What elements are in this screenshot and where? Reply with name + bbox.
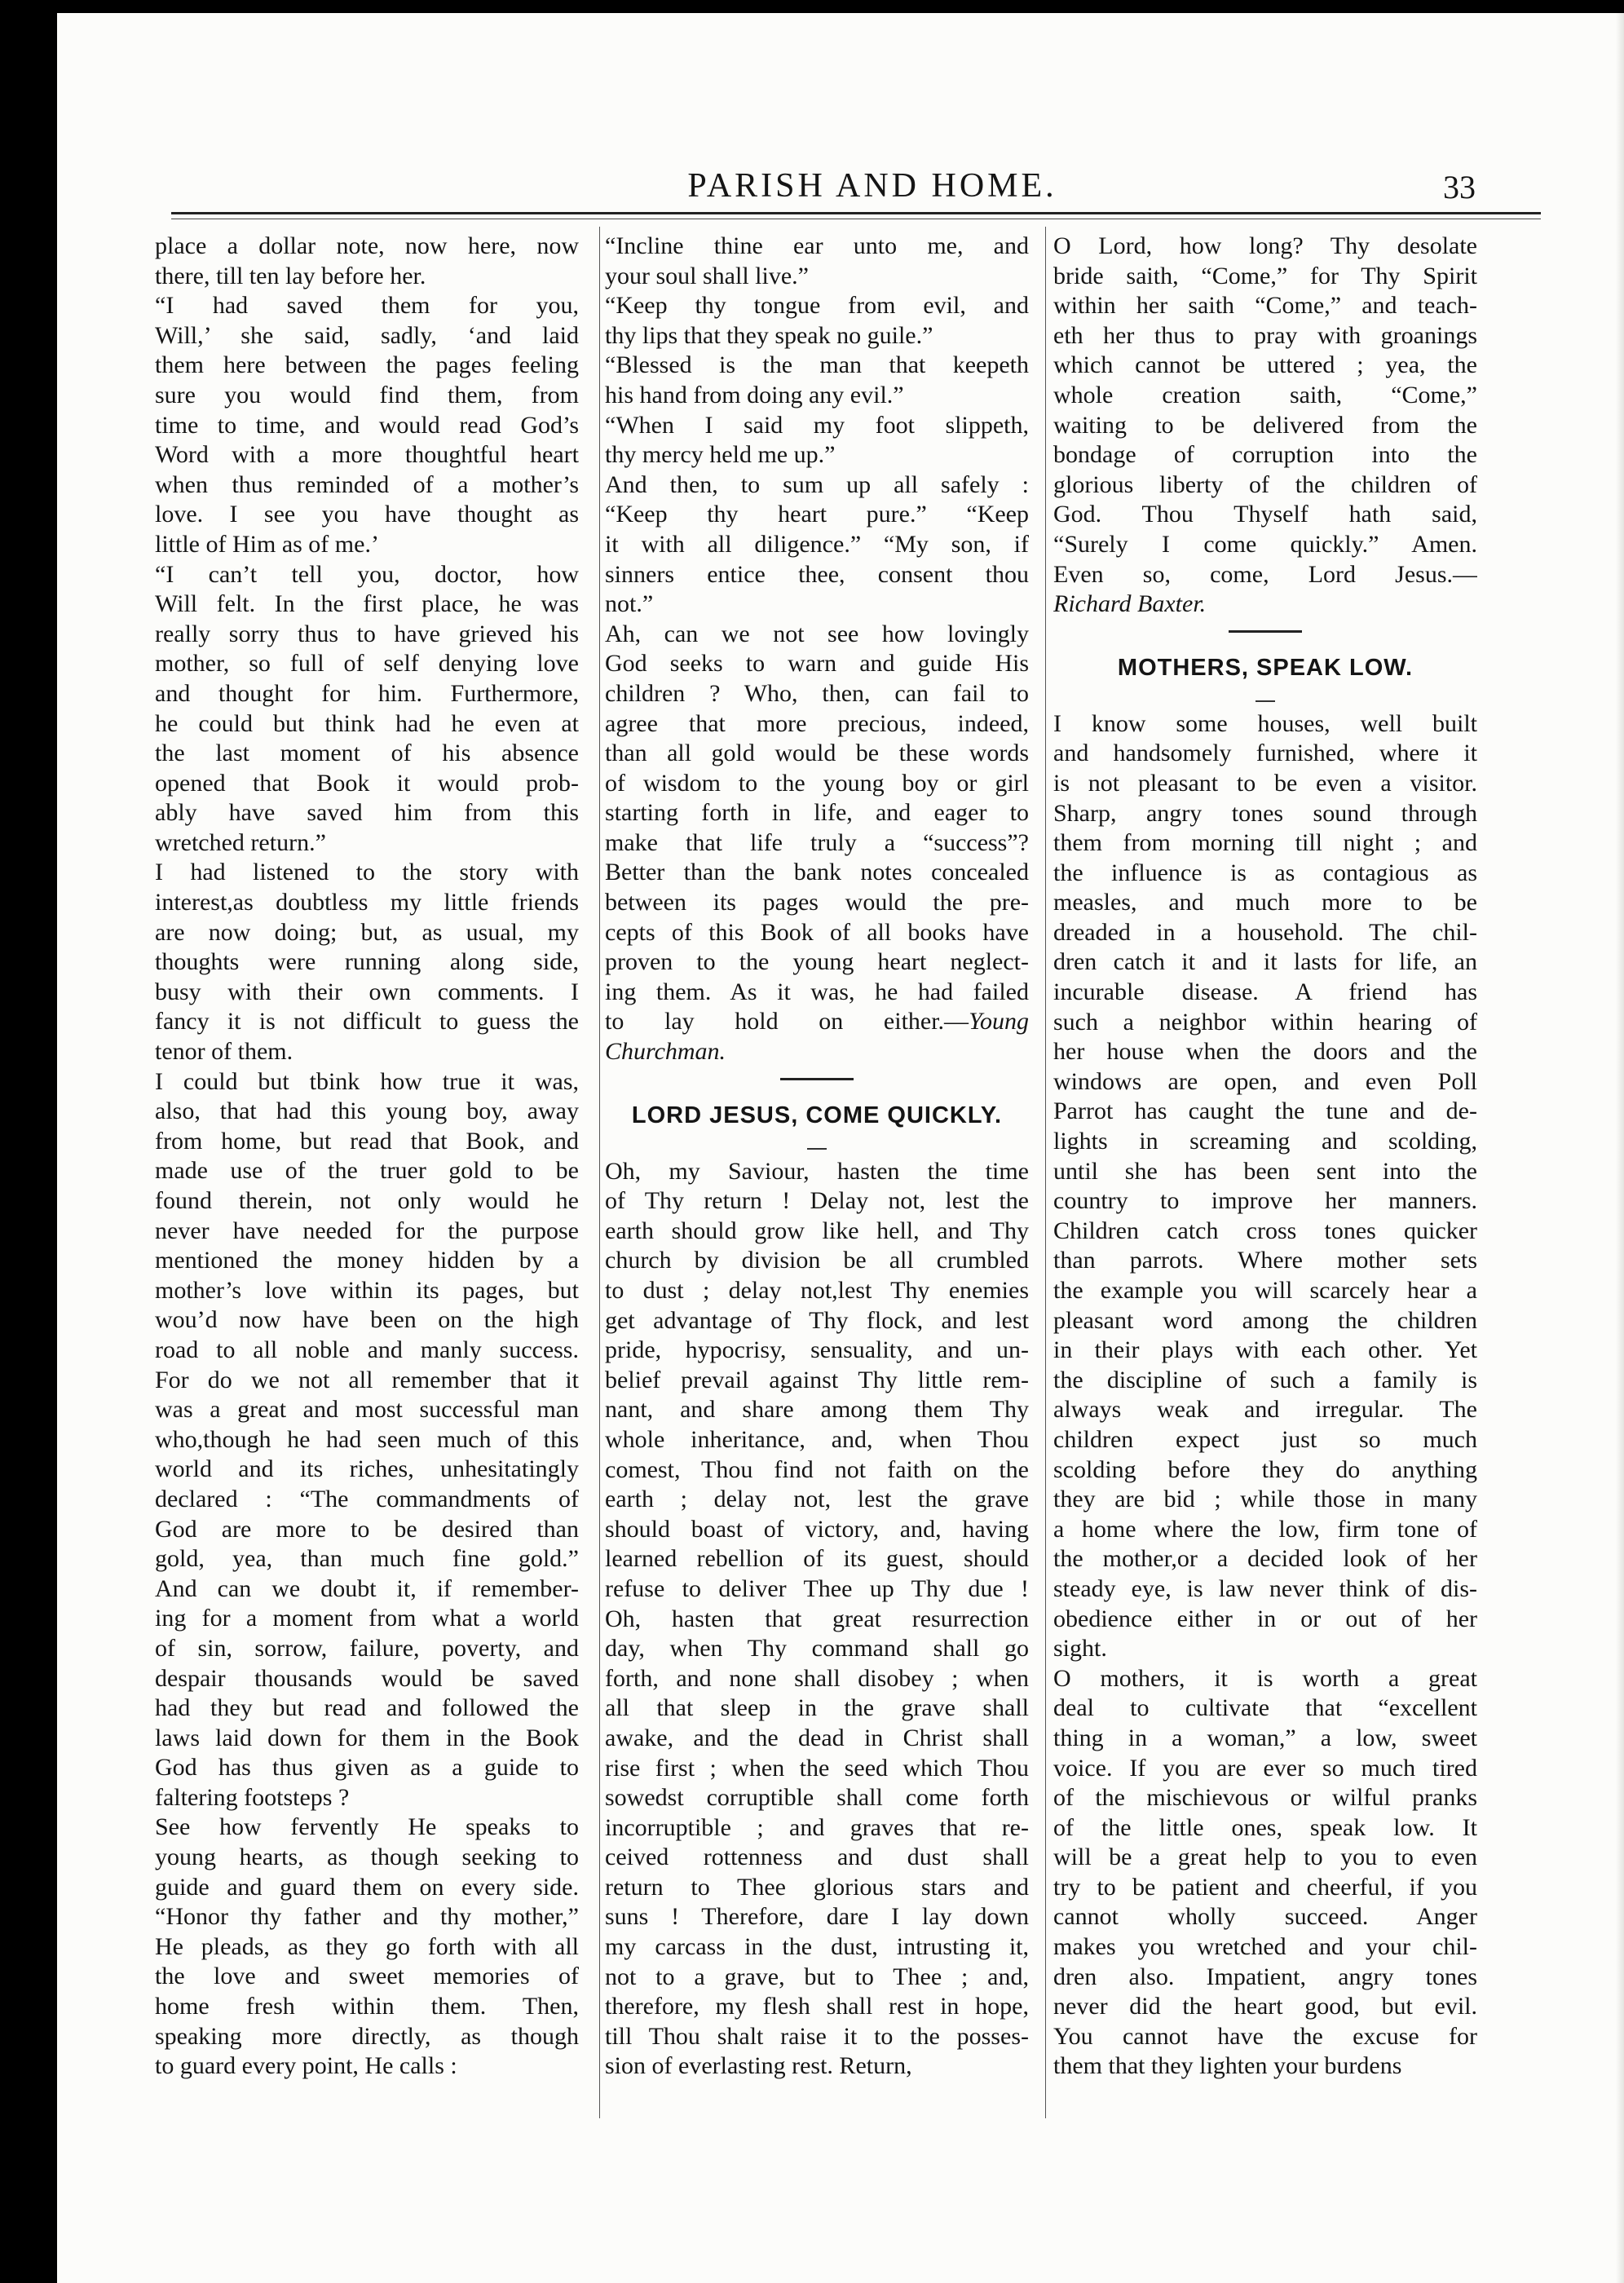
text-column-right	[1053, 232, 1477, 2082]
text-line: between its pages would the pre-	[605, 889, 1029, 916]
text-line: never have needed for the purpose	[155, 1217, 579, 1244]
text-line: are now doing; but, as usual, my	[155, 918, 579, 946]
paragraph	[605, 232, 1029, 291]
text-line: should boast of victory, and, having	[605, 1515, 1029, 1543]
paragraph	[155, 1813, 579, 2081]
text-line: incorruptible ; and graves that re-	[605, 1813, 1029, 1841]
text-line: them from morning till night ; and	[1053, 829, 1477, 857]
text-line: will be a great help to you to even	[1053, 1844, 1477, 1871]
text-line: For do we not all remember that it	[155, 1366, 579, 1393]
text-line: whole creation saith, “Come,”	[1053, 381, 1477, 408]
text-line: God seeks to warn and guide His	[605, 650, 1029, 678]
text-line: them that they lighten your burdens	[1053, 2052, 1402, 2080]
text-line: dren also. Impatient, angry tones	[1053, 1963, 1477, 1990]
heading-dash	[605, 1141, 1029, 1157]
text-line: glorious liberty of the children of	[1053, 470, 1477, 498]
text-line: Ah, can we not see how lovingly	[605, 620, 1029, 647]
attribution: Young	[969, 1008, 1029, 1036]
text-line: dren catch it and it lasts for life, an	[1053, 948, 1477, 976]
paragraph	[605, 620, 1029, 1067]
text-line: sure you would find them, from	[155, 381, 579, 408]
text-line: sight.	[1053, 1635, 1107, 1663]
text-line: country to improve her manners.	[1053, 1187, 1477, 1215]
text-line: try to be patient and cheerful, if you	[1053, 1873, 1477, 1901]
text-line: of the little ones, speak low. It	[1053, 1813, 1477, 1841]
text-line: of sin, sorrow, failure, poverty, and	[155, 1634, 579, 1662]
column-divider	[1045, 227, 1046, 2118]
text-line: laws laid down for them in the Book	[155, 1724, 579, 1751]
text-line: measles, and much more to be	[1053, 889, 1477, 916]
text-line: the influence is as contagious as	[1053, 859, 1477, 886]
text-line: learned rebellion of its guest, should	[605, 1545, 1029, 1573]
text-line: dreaded in a household. The chil-	[1053, 918, 1477, 946]
text-line: eth her thus to pray with groanings	[1053, 321, 1477, 349]
text-line: faltering footsteps ?	[155, 1783, 350, 1811]
text-column-middle	[605, 232, 1029, 2082]
text-line: forth, and none shall disobey ; when	[605, 1664, 1029, 1692]
text-line: thy lips that they speak no guile.”	[605, 321, 933, 349]
text-line: love. I see you have thought as	[155, 501, 579, 528]
text-line: comest, Thou find not faith on the	[605, 1455, 1029, 1483]
paragraph	[1053, 1664, 1477, 2082]
text-line: from home, but read that Book, and	[155, 1127, 579, 1155]
text-line: place a dollar note, now here, now	[155, 232, 579, 259]
paragraph	[1053, 709, 1477, 1664]
section-heading: MOTHERS, SPEAK LOW.	[1117, 654, 1414, 681]
text-line: he could but think had he even at	[155, 709, 579, 737]
attribution: Richard Baxter.	[1053, 590, 1207, 618]
text-line: mother’s love within its pages, but	[155, 1276, 579, 1304]
text-line: of Thy return ! Delay not, lest the	[605, 1187, 1029, 1215]
paragraph	[605, 291, 1029, 351]
text-line: Will felt. In the first place, he was	[155, 590, 579, 618]
text-line: windows are open, and even Poll	[1053, 1067, 1477, 1095]
text-line: I know some houses, well built	[1053, 709, 1477, 737]
text-line: little of Him as of me.’	[155, 530, 379, 558]
page-number: 33	[1443, 169, 1476, 205]
text-line: bondage of corruption into the	[1053, 441, 1477, 469]
text-line: sinners entice thee, consent thou	[605, 560, 1029, 588]
text-line: opened that Book it would prob-	[155, 769, 579, 797]
text-line: I could but tbink how true it was,	[155, 1067, 579, 1095]
text-line: thy mercy held me up.”	[605, 441, 836, 469]
text-line: pleasant word among the children	[1053, 1306, 1477, 1334]
text-line: rise first ; when the seed which Thou	[605, 1754, 1029, 1782]
text-line: sion of everlasting rest. Return,	[605, 2052, 912, 2080]
text-line: not.”	[605, 590, 654, 618]
text-line: found therein, not only would he	[155, 1187, 579, 1214]
text-line: there, till ten lay before her.	[155, 262, 426, 289]
text-line: waiting to be delivered from the	[1053, 411, 1477, 439]
attribution: Churchman.	[605, 1038, 726, 1066]
text-line: lights in screaming and scolding,	[1053, 1128, 1477, 1155]
text-line: within her saith “Come,” and teach-	[1053, 292, 1477, 320]
text-line: children expect just so much	[1053, 1425, 1477, 1453]
text-line: bride saith, “Come,” for Thy Spirit	[1053, 262, 1477, 289]
text-line: your soul shall live.”	[605, 262, 809, 289]
text-line: therefore, my flesh shall rest in hope,	[605, 1993, 1029, 2020]
text-line: cannot wholly succeed. Anger	[1053, 1903, 1477, 1931]
text-line: till Thou shalt raise it to the posses-	[605, 2022, 1029, 2050]
text-line: “I can’t tell you, doctor, how	[155, 560, 579, 588]
paragraph	[605, 470, 1029, 620]
paragraph	[605, 1157, 1029, 2082]
text-line: “Keep thy heart pure.” “Keep	[605, 501, 1029, 528]
text-line: get advantage of Thy flock, and lest	[605, 1306, 1029, 1334]
text-line: they are bid ; while those in many	[1053, 1486, 1477, 1513]
text-line: starting forth in life, and eager to	[605, 799, 1029, 827]
text-line: obedience either in or out of her	[1053, 1605, 1477, 1632]
text-line: is not pleasant to be even a visitor.	[1053, 769, 1477, 797]
text-line: the example you will scarcely hear a	[1053, 1277, 1477, 1304]
text-line: it with all diligence.” “My son, if	[605, 530, 1029, 558]
section-separator	[605, 1067, 1029, 1090]
text-line: “Honor thy father and thy mother,”	[155, 1903, 579, 1931]
section-heading: LORD JESUS, COME QUICKLY.	[631, 1102, 1003, 1128]
attribution-line	[1053, 590, 1477, 620]
text-line: Oh, hasten that great resurrection	[605, 1605, 1029, 1632]
text-line: scolding before they do anything	[1053, 1455, 1477, 1483]
text-line: never did the heart good, but evil.	[1053, 1993, 1477, 2020]
line-text: to lay hold on either.—	[605, 1008, 969, 1036]
paragraph	[605, 411, 1029, 470]
text-line: thing in a woman,” a low, sweet	[1053, 1724, 1477, 1751]
text-line: He pleads, as they go forth with all	[155, 1932, 579, 1960]
paragraph	[155, 858, 579, 1066]
text-line: proven to the young heart neglect-	[605, 948, 1029, 976]
text-line: mentioned the money hidden by a	[155, 1247, 579, 1274]
text-line: mother, so full of self denying love	[155, 650, 579, 678]
text-line: had they but read and followed the	[155, 1694, 579, 1722]
text-line: Sharp, angry tones sound through	[1053, 799, 1477, 827]
heading-dash	[1053, 693, 1477, 709]
text-line: wou’d now have been on the high	[155, 1306, 579, 1334]
text-line: the mother,or a decided look of her	[1053, 1545, 1477, 1573]
text-line: ceived rottenness and dust shall	[605, 1844, 1029, 1871]
text-line: busy with their own comments. I	[155, 978, 579, 1005]
text-line: earth should grow like hell, and Thy	[605, 1217, 1029, 1244]
text-line: than all gold would be these words	[605, 740, 1029, 767]
text-line: earth ; delay not, lest the grave	[605, 1486, 1029, 1513]
text-line: And then, to sum up all safely :	[605, 470, 1029, 498]
text-line: See how fervently He speaks to	[155, 1813, 579, 1841]
text-line: “Blessed is the man that keepeth	[605, 351, 1029, 379]
text-line: than parrots. Where mother sets	[1053, 1247, 1477, 1274]
text-line: “When I said my foot slippeth,	[605, 411, 1029, 439]
text-line: when thus reminded of a mother’s	[155, 470, 579, 498]
text-line: Oh, my Saviour, hasten the time	[605, 1157, 1029, 1185]
paragraph	[605, 351, 1029, 410]
text-line: speaking more directly, as though	[155, 2022, 579, 2050]
text-line: Even so, come, Lord Jesus.—	[1053, 560, 1477, 588]
page-edge-shadow	[1616, 13, 1624, 2283]
column-divider	[599, 227, 600, 2118]
magazine-page	[57, 13, 1624, 2283]
text-line: fancy it is not difficult to guess the	[155, 1008, 579, 1036]
text-line: despair thousands would be saved	[155, 1664, 579, 1692]
paragraph	[155, 560, 579, 859]
text-line: until she has been sent into the	[1053, 1157, 1477, 1185]
text-line: ing for a moment from what a world	[155, 1605, 579, 1632]
text-line: children ? Who, then, can fail to	[605, 679, 1029, 707]
text-line: and thought for him. Furthermore,	[155, 679, 579, 707]
text-line: steady eye, is law never think of dis-	[1053, 1574, 1477, 1602]
text-line: road to all noble and manly success.	[155, 1336, 579, 1363]
text-line: not to a grave, but to Thee ; and,	[605, 1963, 1029, 1990]
text-line: cepts of this Book of all books have	[605, 918, 1029, 946]
text-line: my carcass in the dust, intrusting it,	[605, 1933, 1029, 1961]
text-line: whole inheritance, and, when Thou	[605, 1425, 1029, 1453]
text-line: God are more to be desired than	[155, 1515, 579, 1543]
text-line: Parrot has caught the tune and de-	[1053, 1097, 1477, 1125]
text-line: makes you wretched and your chil-	[1053, 1933, 1477, 1961]
text-line: declared : “The commandments of	[155, 1485, 579, 1512]
text-line: in their plays with each other. Yet	[1053, 1336, 1477, 1364]
text-line: and handsomely furnished, where it	[1053, 740, 1477, 767]
text-line: Better than the bank notes concealed	[605, 859, 1029, 886]
text-line: awake, and the dead in Christ shall	[605, 1724, 1029, 1751]
text-line: God has thus given as a guide to	[155, 1754, 579, 1782]
header-rule	[171, 212, 1541, 214]
text-line: sowedst corruptible shall come forth	[605, 1784, 1029, 1812]
text-line: O mothers, it is worth a great	[1053, 1664, 1477, 1692]
text-line: time to time, and would read God’s	[155, 411, 579, 439]
text-line: Will,’ she said, sadly, ‘and laid	[155, 321, 579, 349]
text-line: nant, and share among them Thy	[605, 1396, 1029, 1424]
paragraph	[1053, 232, 1477, 620]
text-line: the last moment of his absence	[155, 740, 579, 767]
text-line: always weak and irregular. The	[1053, 1396, 1477, 1424]
text-line: pride, hypocrisy, sensuality, and un-	[605, 1336, 1029, 1364]
text-line: world and its riches, unhesitatingly	[155, 1455, 579, 1483]
text-line: of wisdom to the young boy or girl	[605, 769, 1029, 797]
text-line: such a neighbor within hearing of	[1053, 1008, 1477, 1036]
text-line: the love and sweet memories of	[155, 1963, 579, 1990]
paragraph	[155, 1067, 579, 1813]
text-line: of the mischievous or wilful pranks	[1053, 1784, 1477, 1812]
paragraph	[155, 291, 579, 559]
text-line: day, when Thy command shall go	[605, 1635, 1029, 1663]
text-line: God. Thou Thyself hath said,	[1053, 501, 1477, 528]
text-line: church by division be all crumbled	[605, 1247, 1029, 1274]
text-line: Children catch cross tones quicker	[1053, 1217, 1477, 1244]
text-line: ably have saved him from this	[155, 799, 579, 827]
text-line: voice. If you are ever so much tired	[1053, 1754, 1477, 1782]
text-line: Word with a more thoughtful heart	[155, 441, 579, 469]
text-line: gold, yea, than much fine gold.”	[155, 1545, 579, 1573]
text-line: O Lord, how long? Thy desolate	[1053, 232, 1477, 259]
text-line: “Keep thy tongue from evil, and	[605, 292, 1029, 320]
text-line: make that life truly a “success”?	[605, 828, 1029, 856]
text-line: “I had saved them for you,	[155, 292, 579, 320]
text-line: thoughts were running along side,	[155, 948, 579, 976]
text-line: which cannot be uttered ; yea, the	[1053, 351, 1477, 379]
text-line: made use of the truer gold to be	[155, 1157, 579, 1185]
text-line: agree that more precious, indeed,	[605, 709, 1029, 737]
text-line: her house when the doors and the	[1053, 1038, 1477, 1066]
text-line: all that sleep in the grave shall	[605, 1694, 1029, 1722]
attribution-line	[605, 1007, 1029, 1037]
text-line: I had listened to the story with	[155, 859, 579, 886]
text-line: to dust ; delay not,lest Thy enemies	[605, 1277, 1029, 1304]
text-line: incurable disease. A friend has	[1053, 978, 1477, 1006]
text-line: deal to cultivate that “excellent	[1053, 1694, 1477, 1722]
text-line: his hand from doing any evil.”	[605, 381, 904, 408]
text-line: home fresh within them. Then,	[155, 1993, 579, 2020]
text-line: them here between the pages feeling	[155, 351, 579, 379]
text-line: ing them. As it was, he had failed	[605, 978, 1029, 1005]
text-line: tenor of them.	[155, 1038, 293, 1066]
paragraph	[155, 232, 579, 291]
text-line: “Surely I come quickly.” Amen.	[1053, 530, 1477, 558]
attribution-line	[605, 1037, 1029, 1067]
text-line: You cannot have the excuse for	[1053, 2022, 1477, 2050]
text-line: belief prevail against Thy little rem-	[605, 1366, 1029, 1393]
text-line: refuse to deliver Thee up Thy due !	[605, 1574, 1029, 1602]
text-line: young hearts, as though seeking to	[155, 1844, 579, 1871]
section-separator	[1053, 620, 1477, 643]
text-line: And can we doubt it, if remember-	[155, 1574, 579, 1602]
text-line: really sorry thus to have grieved his	[155, 620, 579, 647]
text-line: a home where the low, firm tone of	[1053, 1515, 1477, 1543]
text-line: “Incline thine ear unto me, and	[605, 232, 1029, 259]
text-line: interest,as doubtless my little friends	[155, 889, 579, 916]
running-title: PARISH AND HOME.	[687, 167, 1057, 205]
text-line: return to Thee glorious stars and	[605, 1873, 1029, 1901]
text-line: was a great and most successful man	[155, 1396, 579, 1424]
text-column-left	[155, 232, 579, 2082]
text-line: also, that had this young boy, away	[155, 1097, 579, 1125]
text-line: to guard every point, He calls :	[155, 2052, 457, 2080]
text-line: guide and guard them on every side.	[155, 1873, 579, 1901]
text-line: who,though he had seen much of this	[155, 1425, 579, 1453]
text-line: wretched return.”	[155, 828, 326, 856]
text-line: suns ! Therefore, dare I lay down	[605, 1903, 1029, 1931]
text-line: the discipline of such a family is	[1053, 1366, 1477, 1393]
